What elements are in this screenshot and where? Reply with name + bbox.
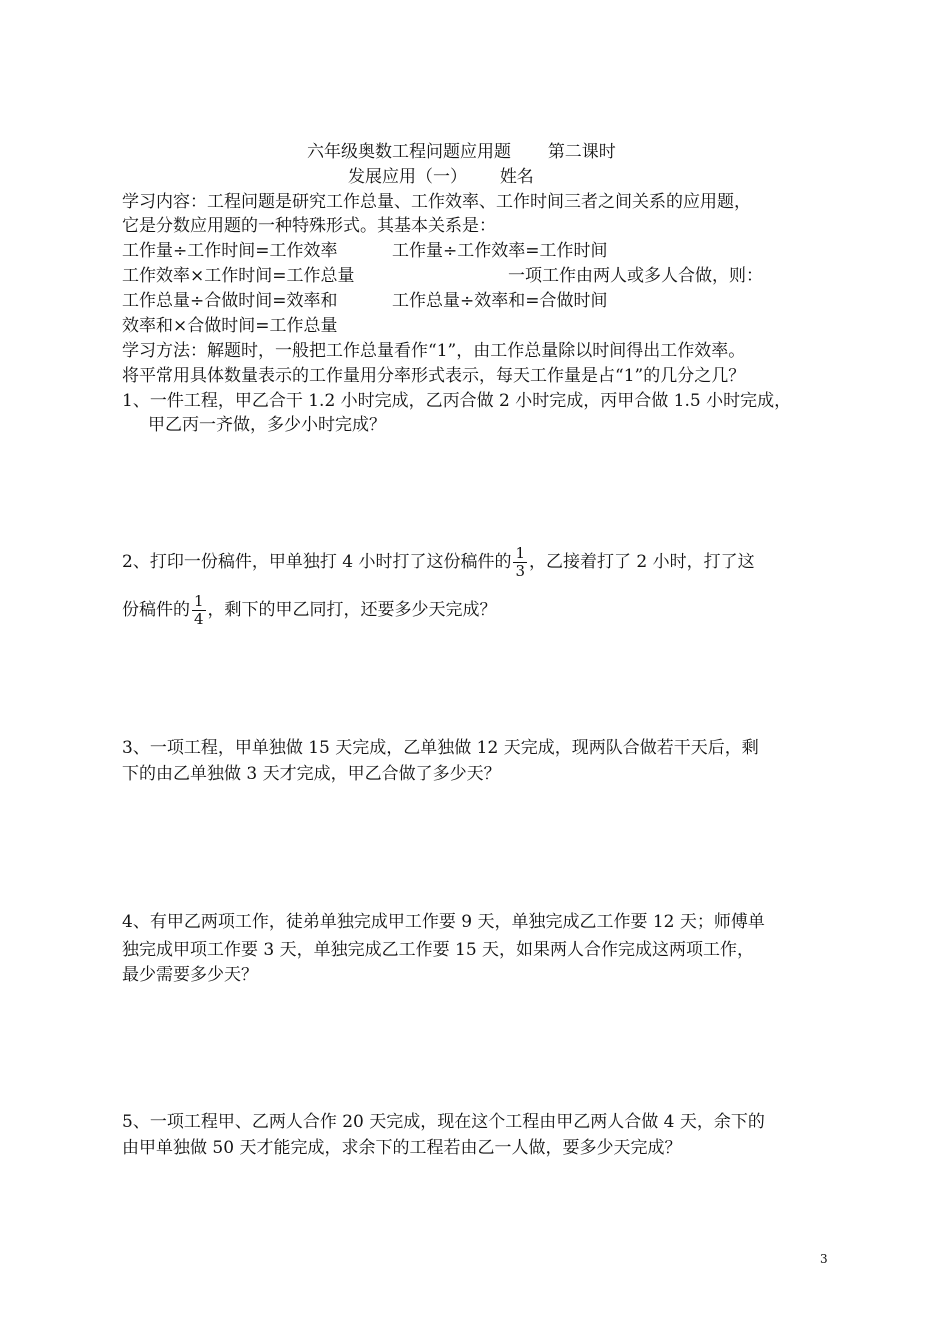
intro-line-1: 学习内容：工程问题是研究工作总量、工作效率、工作时间三者之间关系的应用题，	[122, 192, 751, 212]
relation-6: 工作总量÷效率和=合做时间	[392, 291, 608, 311]
fraction-denominator: 4	[194, 610, 204, 628]
subtitle-text: 发展应用（一）	[348, 167, 467, 187]
relation-5: 工作总量÷合做时间=效率和	[122, 291, 338, 311]
relation-2: 工作量÷工作效率=工作时间	[392, 241, 608, 261]
fraction-one-third	[513, 545, 527, 580]
lesson-label: 第二课时	[547, 142, 616, 162]
document-subtitle	[348, 165, 534, 189]
intro-line-2: 它是分数应用题的一种特殊形式。其基本关系是：	[122, 216, 496, 236]
problem-1-line-2: 甲乙丙一齐做，多少小时完成？	[148, 415, 386, 435]
problem-5-line-2: 由甲单独做 50 天才能完成，求余下的工程若由乙一人做，要多少天完成？	[122, 1138, 682, 1158]
problem-2-text-c: 份稿件的	[122, 600, 190, 620]
document-title	[307, 140, 616, 164]
fraction-numerator: 1	[194, 592, 204, 610]
relation-7: 效率和×合做时间=工作总量	[122, 316, 338, 336]
problem-4-line-3: 最少需要多少天？	[122, 965, 258, 985]
fraction-denominator: 3	[515, 562, 525, 580]
problem-2-text-b: ，乙接着打了 2 小时，打了这	[529, 552, 755, 572]
relation-1: 工作量÷工作时间=工作效率	[122, 241, 338, 261]
problem-4-line-1: 4、有甲乙两项工作，徒弟单独完成甲工作要 9 天，单独完成乙工作要 12 天；师傅单	[122, 912, 765, 932]
problem-2-line-2	[122, 588, 497, 632]
problem-2-text-a: 2、打印一份稿件，甲单独打 4 小时打了这份稿件的	[122, 552, 512, 572]
relation-3: 工作效率×工作时间=工作总量	[122, 266, 355, 286]
problem-3-line-2: 下的由乙单独做 3 天才完成，甲乙合做了多少天？	[122, 764, 501, 784]
page-number: 3	[820, 1252, 828, 1266]
problem-2-line-1	[122, 540, 755, 584]
problem-1-line-1: 1、一件工程，甲乙合干 1.2 小时完成，乙丙合做 2 小时完成，丙甲合做 1.5 小时完成，	[122, 391, 792, 411]
relation-4: 一项工作由两人或多人合做，则：	[508, 266, 763, 286]
method-line-1: 学习方法：解题时，一般把工作总量看作“1”，由工作总量除以时间得出工作效率。	[122, 341, 746, 361]
fraction-numerator: 1	[515, 544, 525, 562]
fraction-one-quarter	[192, 593, 206, 628]
problem-5-line-1: 5、一项工程甲、乙两人合作 20 天完成，现在这个工程由甲乙两人合做 4 天，余下的	[122, 1112, 765, 1132]
name-label: 姓名	[499, 167, 534, 187]
method-line-2: 将平常用具体数量表示的工作量用分率形式表示，每天工作量是占“1”的几分之几？	[122, 366, 746, 386]
title-text: 六年级奥数工程问题应用题	[307, 142, 511, 162]
problem-3-line-1: 3、一项工程，甲单独做 15 天完成，乙单独做 12 天完成，现两队合做若干天后，剩	[122, 738, 759, 758]
problem-4-line-2: 独完成甲项工作要 3 天，单独完成乙工作要 15 天，如果两人合作完成这两项工作，	[122, 940, 755, 960]
problem-2-text-d: ，剩下的甲乙同打，还要多少天完成？	[207, 600, 497, 620]
